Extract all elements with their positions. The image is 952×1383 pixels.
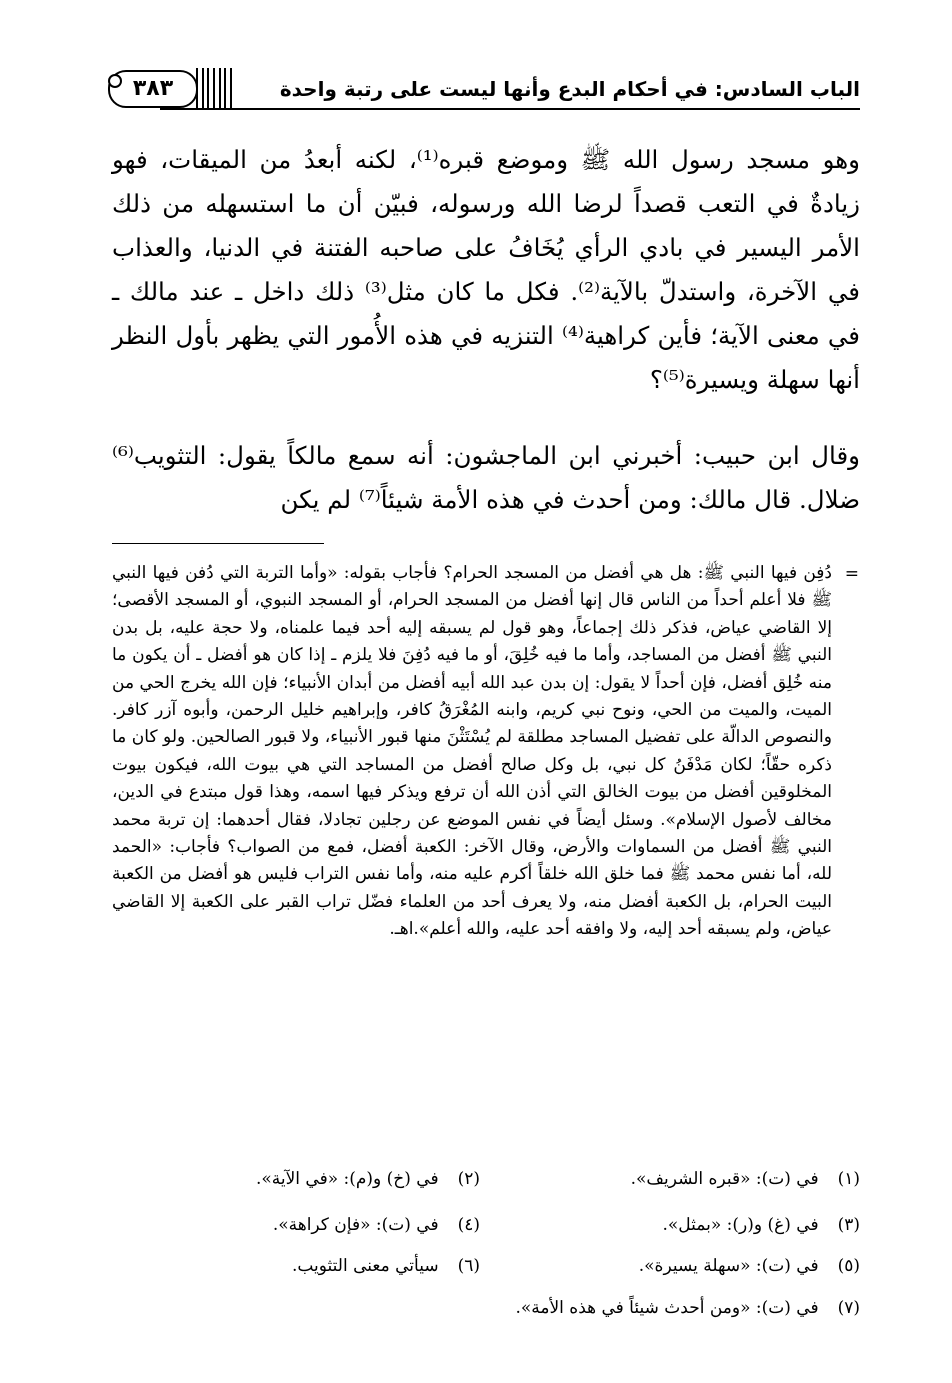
chapter-title: الباب السادس: في أحكام البدع وأنها ليست على رتبة واحدة <box>279 77 860 101</box>
main-paragraph-2: وقال ابن حبيب: أخبرني ابن الماجشون: أنه سمع مالكاً يقول: التثويب⁽⁶⁾ ضلال. قال مالك: ومن أحدث في هذه الأمة شيئاً⁽⁷⁾ لم يكن <box>112 441 860 514</box>
footnote-row <box>112 1209 860 1241</box>
footnote-row <box>112 1163 860 1195</box>
running-header <box>108 62 860 110</box>
footnote-4: (٤) في (ت): «فإن كراهة». <box>272 1215 480 1235</box>
footnote-row <box>112 1292 860 1324</box>
footnote-continuation-mark: = <box>844 564 859 584</box>
page-number-badge <box>108 70 198 108</box>
footnote-6: (٦) سيأتي معنى التثويب. <box>291 1256 480 1276</box>
page-number: ٣٨٣ <box>132 76 174 101</box>
header-rule <box>160 108 860 110</box>
badge-ornament <box>108 74 122 88</box>
main-paragraph-1: وهو مسجد رسول الله ﷺ وموضع قبره⁽¹⁾، لكنه أبعدُ من الميقات، فهو زيادةٌ في التعب قصداً لرضا الله ورسوله، فبيّن أن ما استسهله من ذلك الأمر اليسير في بادي الرأي يُخَافُ على صاحبه الفتنة في الدنيا، والعذاب في الآخرة، واستدلّ بالآية⁽²⁾. فكل ما كان مثل⁽³⁾ ذلك داخل ـ عند مالك ـ في معنى الآية؛ فأين كراهية⁽⁴⁾ التنزيه في هذه الأُمور التي يظهر بأول النظر أنها سهلة ويسيرة⁽⁵⁾؟ <box>112 145 860 394</box>
footnote-2: (٢) في (خ) و(م): «في الآية». <box>255 1169 480 1189</box>
footnote-divider <box>112 543 324 544</box>
footnote-7: (٧) في (ت): «ومن أحدث شيئاً في هذه الأمة». <box>515 1298 860 1318</box>
footnote-continuation: دُفِن فيها النبي ﷺ: هل هي أفضل من المسجد الحرام؟ فأجاب بقوله: «وأما التربة التي دُفن فيها النبي ﷺ فلا أعلم أحداً من الناس قال إنها أفضل من المسجد الحرام، أو المسجد النبوي، أو المسجد الأقصى؛ إلا القاضي عياض، فذكر ذلك إجماعاً، وهو قول لم يسبقه إليه أحد فيما علمناه، ولا حجة عليه، بل بدن النبي ﷺ أفضل من المساجد، وأما ما فيه خُلِقَ، أو ما فيه دُفِنَ فلا يلزم ـ إذا كان هو أفضل ـ أن يكون ما منه خُلِق أفضل، فإن أحداً لا يقول: إن بدن عبد الله أبيه أفضل من أبدان الأنبياء؛ فإن الله يخرج الحي من الميت، والميت من الحي، ونوح نبي كريم، وابنه المُغْرَقُ كافر، وإبراهيم خليل الرحمن، وأبوه آزر كافر. والنصوص الدالّة على تفضيل المساجد مطلقة لم يُسْتَثْنَ منها قبور الأنبياء، ولا قبور الصالحين. ولو كان ما ذكره حقّاً؛ لكان مَدْفَنُ كل نبي، بل وكل صالح أفضل من المساجد التي هي بيوت الله، فيكون بيوت المخلوقين أفضل من بيوت الخالق التي أذن الله أن ترفع ويذكر فيها اسمه، وهذا قول مبتدع في الدين، مخالف لأصول الإسلام». وسئل أيضاً في نفس الموضع عن رجلين تجادلا، فقال أحدهما: إن تربة محمد النبي ﷺ أفضل من السماوات والأرض، وقال الآخر: الكعبة أفضل، فمع من الصواب؟ فأجاب: «الحمد لله، أما نفس محمد ﷺ فما خلق الله خلقاً أكرم عليه منه، وأما نفس التراب فليس هو أفضل من الكعبة البيت الحرام، بل الكعبة أفضل منه، ولا يعرف أحد من العلماء فضّل تراب القبر على الكعبة إلا القاضي عياض، ولم يسبقه أحد إليه، ولا وافقه أحد عليه، والله أعلم».اهـ. <box>112 563 832 940</box>
header-ornament-bars <box>196 68 232 108</box>
footnote-3: (٣) في (غ) و(ر): «بمثل». <box>662 1215 860 1235</box>
footnote-1: (١) في (ت): «قبره الشريف». <box>630 1169 860 1189</box>
footnote-row <box>112 1250 860 1282</box>
footnote-5: (٥) في (ت): «سهلة يسيرة». <box>638 1256 860 1276</box>
